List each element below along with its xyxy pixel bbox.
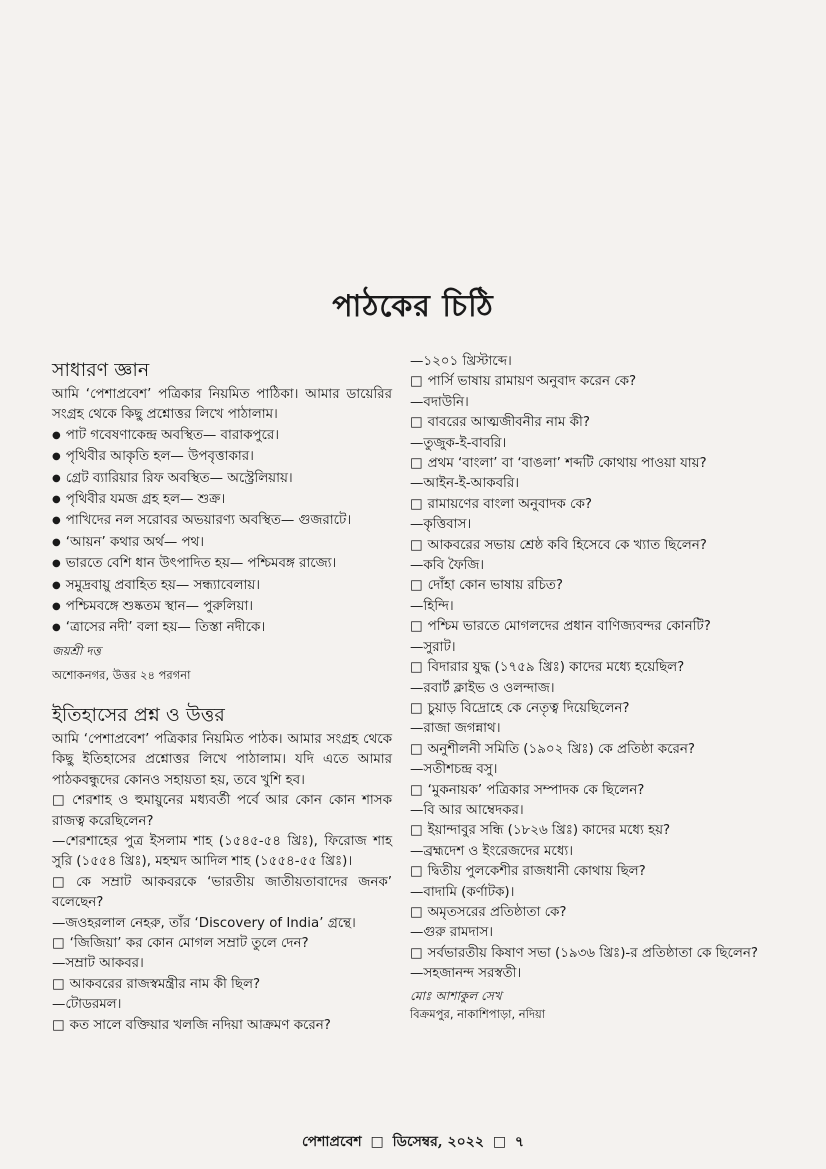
footer-magazine: পেশাপ্রবেশ (301, 1134, 362, 1150)
question-item: □ কে সম্রাট আকবরকে ‘ভারতীয় জাতীয়তাবাদের জনক’ বলেছেন? (52, 873, 392, 914)
fact-item: ● পাখিদের নল সরোবর অভয়ারণ্য অবস্থিত— গুজরাটে। (52, 511, 392, 532)
answer-item: —শেরশাহের পুত্র ইসলাম শাহ (১৫৪৫-৫৪ খ্রিঃ), ফিরোজ শাহ সুরি (১৫৫৪ খ্রিঃ), মহম্মদ আদিল শাহ (১৫৫৪-৫৫ খ্রিঃ)। (52, 833, 392, 870)
section-general-knowledge-title: সাধারণ জ্ঞান (52, 359, 150, 381)
page-title: পাঠকের চিঠি (332, 289, 494, 324)
question-item: □ রামায়ণের বাংলা অনুবাদক কে? (410, 495, 780, 515)
fact-item: ● পাট গবেষণাকেন্দ্র অবস্থিত— বারাকপুরে। (52, 426, 392, 447)
question-item: □ বিদারার যুদ্ধ (১৭৫৯ খ্রিঃ) কাদের মধ্যে হয়েছিল? (410, 658, 780, 678)
footer-date: ডিসেম্বর, ২০২২ (392, 1134, 484, 1150)
fact-item: ● ‘ত্রাসের নদী’ বলা হয়— তিস্তা নদীকে। (52, 618, 392, 639)
question-item: □ আকবরের সভায় শ্রেষ্ঠ কবি হিসেবে কে খ্যাত ছিলেন? (410, 536, 780, 556)
signature-1: জয়শ্রী দত্ত (52, 643, 101, 658)
answer-item: —ব্রহ্মদেশ ও ইংরেজদের মধ্যে। (410, 843, 573, 859)
footer-separator-icon: □ (370, 1134, 384, 1150)
question-item: □ অমৃতসরের প্রতিষ্ঠাতা কে? (410, 903, 780, 923)
answer-item: —বি আর আম্বেদকর। (410, 802, 524, 818)
answer-item: —সহজানন্দ সরস্বতী। (410, 966, 522, 982)
question-item: □ দোঁহা কোন ভাষায় রচিত? (410, 576, 780, 596)
question-item: □ দ্বিতীয় পুলকেশীর রাজধানী কোথায় ছিল? (410, 862, 780, 882)
fact-item: ● সমুদ্রবায়ু প্রবাহিত হয়— সন্ধ্যাবেলায়। (52, 576, 392, 597)
answer-item: —হিন্দি। (410, 598, 454, 614)
question-item: □ পশ্চিম ভারতে মোগলদের প্রধান বাণিজ্যবন্দর কোনটি? (410, 617, 780, 637)
address-1: অশোকনগর, উত্তর ২৪ পরগনা (52, 667, 191, 682)
answer-item: —বাদামি (কর্ণাটক)। (410, 884, 515, 900)
answer-item: —সম্রাট আকবর। (52, 956, 144, 972)
answer-item: —কবি ফৈজি। (410, 558, 485, 574)
page-footer (0, 1130, 826, 1154)
address-2: বিক্রমপুর, নাকাশিপাড়া, নদিয়া (410, 1006, 546, 1021)
signature-2: মোঃ আশাকুল সেখ (410, 988, 502, 1003)
question-item: □ প্রথম ‘বাংলা’ বা ‘বাঙলা’ শব্দটি কোথায় পাওয়া যায়? (410, 454, 780, 474)
answer-item: —রাজা জগন্নাথ। (410, 721, 501, 737)
history-qa-list-left (52, 791, 392, 1036)
answer-item: —জওহরলাল নেহরু, তাঁর ‘Discovery of India’ গ্রন্থে। (52, 915, 356, 931)
section-history-title: ইতিহাসের প্রশ্ন ও উত্তর (52, 703, 225, 726)
answer-item: —গুরু রামদাস। (410, 925, 494, 941)
right-column (410, 352, 780, 1023)
question-item: □ চুয়াড় বিদ্রোহে কে নেতৃত্ব দিয়েছিলেন? (410, 699, 780, 719)
question-item: □ অনুশীলনী সমিতি (১৯০২ খ্রিঃ) কে প্রতিষ্ঠা করেন? (410, 740, 780, 760)
answer-item: —সতীশচন্দ্র বসু। (410, 762, 498, 778)
fact-item: ● ‘আয়ন’ কথার অর্থ— পথ। (52, 533, 392, 554)
question-item: □ পার্সি ভাষায় রামায়ণ অনুবাদ করেন কে? (410, 372, 780, 392)
question-item: □ ‘জিজিয়া’ কর কোন মোগল সম্রাট তুলে দেন? (52, 934, 392, 954)
question-item: □ আকবরের রাজস্বমন্ত্রীর নাম কী ছিল? (52, 975, 392, 995)
fact-item: ● ভারতে বেশি ধান উৎপাদিত হয়— পশ্চিমবঙ্গ রাজ্যে। (52, 554, 392, 575)
footer-separator-icon: □ (492, 1134, 507, 1150)
history-qa-list-right (410, 352, 780, 985)
question-item: □ কত সালে বক্তিয়ার খলজি নদিয়া আক্রমণ করেন? (52, 1016, 392, 1036)
fact-item: ● পশ্চিমবঙ্গে শুষ্কতম স্থান— পুরুলিয়া। (52, 597, 392, 618)
answer-item: —আইন-ই-আকবরি। (410, 476, 520, 492)
answer-item: —১২০১ খ্রিস্টাব্দে। (410, 354, 512, 369)
question-item: □ বাবরের আত্মজীবনীর নাম কী? (410, 413, 780, 433)
fact-item: ● পৃথিবীর আকৃতি হল— উপবৃত্তাকার। (52, 447, 392, 468)
section-general-knowledge-intro: আমি ‘পেশাপ্রবেশ’ পত্রিকার নিয়মিত পাঠিকা। আমার ডায়েরির সংগ্রহ থেকে কিছু প্রশ্নোত্তর লিখে পাঠালাম। (52, 387, 392, 423)
question-item: □ সর্বভারতীয় কিষাণ সভা (১৯৩৬ খ্রিঃ)-র প্রতিষ্ঠাতা কে ছিলেন? (410, 944, 780, 964)
question-item: □ ‘মুকনায়ক’ পত্রিকার সম্পাদক কে ছিলেন? (410, 781, 780, 801)
fact-item: ● পৃথিবীর যমজ গ্রহ হল— শুক্র। (52, 490, 392, 511)
fact-item: ● গ্রেট ব্যারিয়ার রিফ অবস্থিত— অস্ট্রেলিয়ায়। (52, 469, 392, 490)
question-item: □ শেরশাহ ও হুমায়ুনের মধ্যবর্তী পর্বে আর কোন কোন শাসক রাজত্ব করেছিলেন? (52, 791, 392, 832)
section-history-intro: আমি ‘পেশাপ্রবেশ’ পত্রিকার নিয়মিত পাঠক। আমার সংগ্রহ থেকে কিছু ইতিহাসের প্রশ্নোত্তর লিখে পাঠালাম। যদি এতে আমার পাঠকবন্ধুদের কোনও সহায়তা হয়, তবে খুশি হব। (52, 731, 392, 788)
footer-page-number: ৭ (514, 1134, 525, 1150)
answer-item: —টোডরমল। (52, 997, 122, 1013)
left-column (52, 357, 392, 1036)
general-knowledge-list (52, 426, 392, 640)
answer-item: —তুজুক-ই-বাবরি। (410, 435, 507, 451)
answer-item: —কৃত্তিবাস। (410, 517, 472, 533)
answer-item: —সুরাট। (410, 639, 456, 655)
answer-item: —বদাউনি। (410, 394, 469, 410)
question-item: □ ইয়ান্দাবুর সন্ধি (১৮২৬ খ্রিঃ) কাদের মধ্যে হয়? (410, 821, 780, 841)
answer-item: —রবার্ট ক্লাইভ ও ওলন্দাজ। (410, 680, 555, 696)
